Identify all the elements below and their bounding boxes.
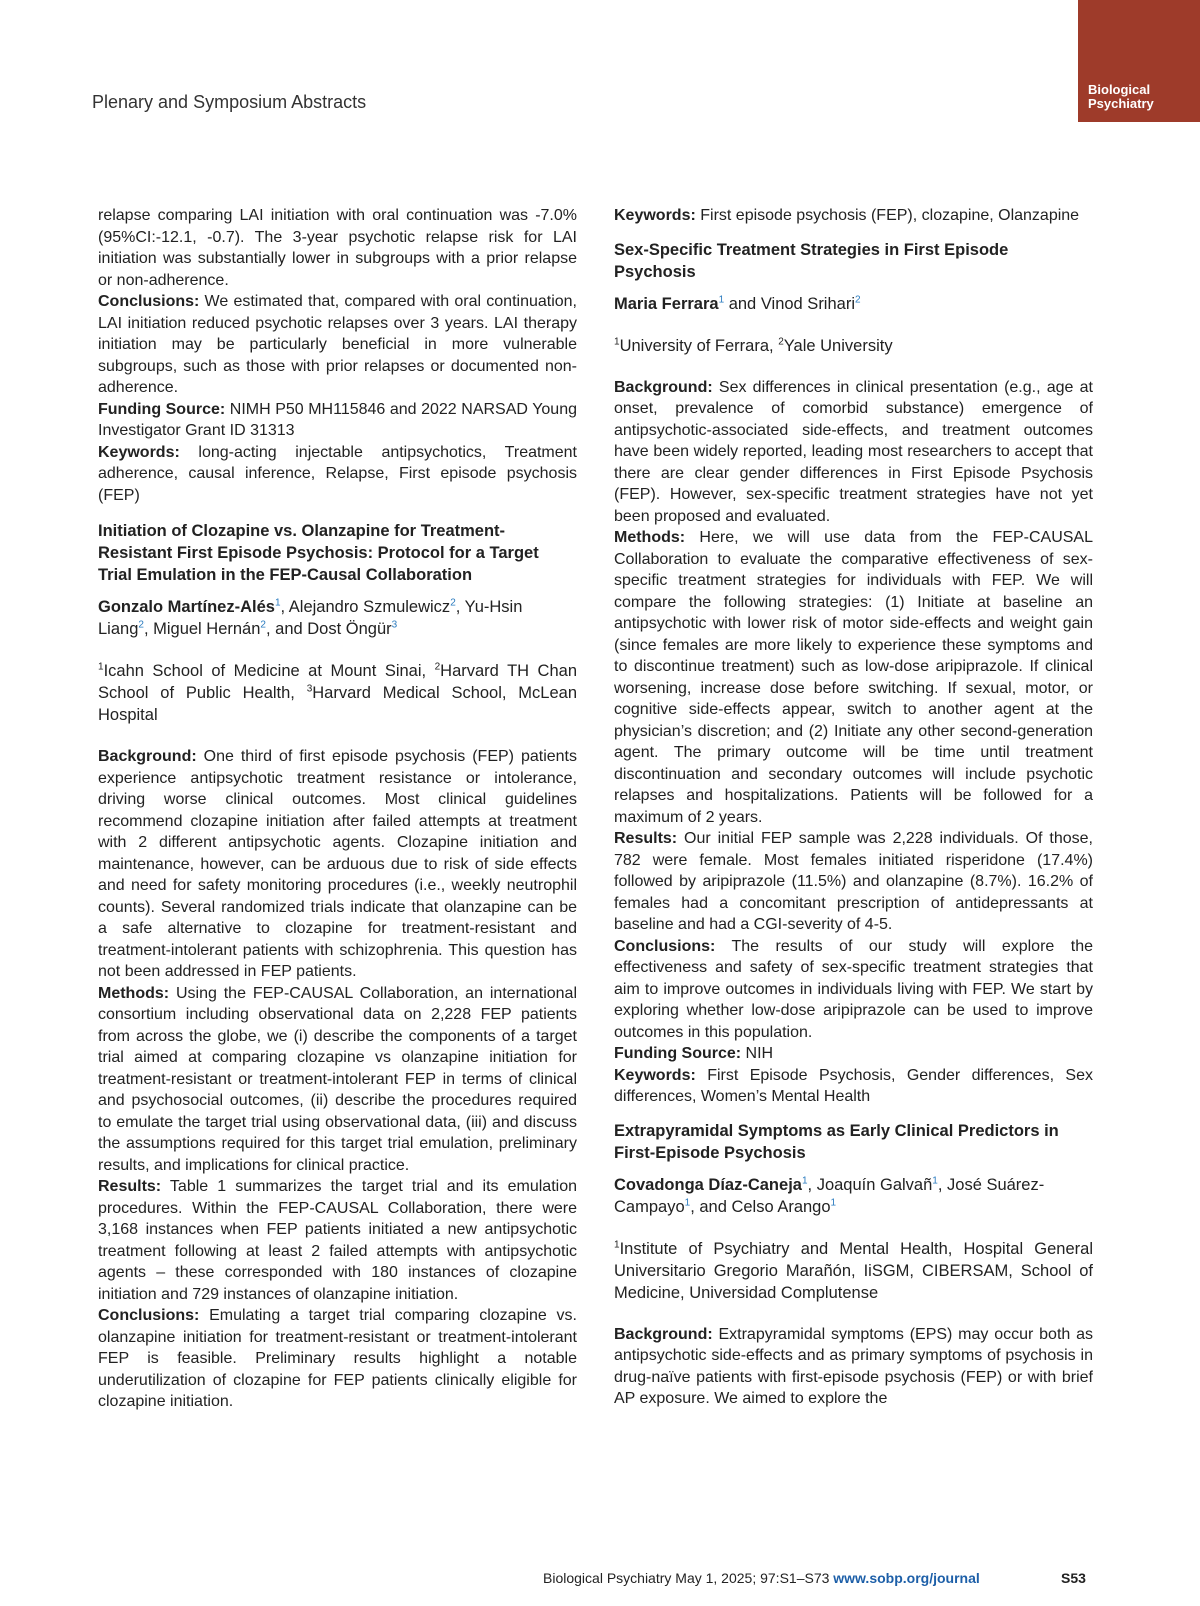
background-text: One third of first episode psychosis (FEP) patients experience antipsychotic treatment resistance or intolerance, driving worse clinical outcomes. Most clinical guidelines recommend clozapine initiation after failed attempts at treatment with 2 different antipsychotic agents. Clozapine initiation and maintenance, however, can be arduous due to risk of side effects and need for safety monitoring procedures (i.e., weekly neutrophil counts). Several randomized trials indicate that olanzapine can be a safe alternative to clozapine for treatment-resistant and treatment-intolerant patients with schizophrenia. This question has not been addressed in FEP patients. (98, 748, 577, 980)
brand-line-1: Biological (1088, 82, 1151, 97)
results-label: Results: (614, 830, 678, 847)
footer-citation (543, 1570, 980, 1586)
article-title-sex-specific: Sex-Specific Treatment Strategies in First Episode Psychosis (614, 240, 1009, 281)
author-list (98, 596, 577, 640)
funding-paragraph (98, 399, 577, 442)
author-name: , Alejandro Szmulewicz (280, 598, 451, 616)
background-paragraph (614, 1324, 1093, 1410)
results-continued: relapse comparing LAI initiation with oral continuation was -7.0% (95%CI:-12.1, -0.7). The 3-year psychotic relapse risk for LAI initiation was substantially lower in subgroups with a prior relapse or non-adherence. (98, 207, 577, 289)
keywords-label: Keywords: (614, 207, 696, 224)
affiliation-marker: 1 (684, 1197, 691, 1208)
affiliation-text: Yale University (783, 336, 893, 355)
citation-text: Biological Psychiatry May 1, 2025; 97:S1–S73 (543, 1570, 834, 1586)
results-paragraph (98, 1176, 577, 1305)
journal-brand-badge (1078, 0, 1200, 122)
author-name: , and Dost Öngür (265, 620, 392, 638)
author-name: Gonzalo Martínez-Alés (98, 598, 275, 616)
background-paragraph (614, 377, 1093, 528)
results-label: Results: (98, 1178, 162, 1195)
affiliation-marker: 2 (450, 597, 456, 609)
methods-text: Using the FEP-CAUSAL Collaboration, an international consortium including observational data on 2,228 FEP patients from across the globe, we (i) describe the components of a target trial aimed at comparing clozapine vs olanzapine initiation for treatment-resistant or treatment-intolerant FEP in terms of clinical and psychosocial outcomes, (ii) describe the procedures required to emulate the target trial using observational data, (iii) and discuss the assumptions required for this target trial emulation, preliminary results, and implications for clinical practice. (98, 984, 577, 1174)
keywords-text: First episode psychosis (FEP), clozapine, Olanzapine (695, 207, 1080, 224)
affiliation-number: 3 (306, 683, 313, 695)
funding-text: NIH (741, 1045, 774, 1062)
affiliation-text: Icahn School of Medicine at Mount Sinai, (103, 662, 435, 680)
funding-label: Funding Source: (98, 400, 226, 418)
affiliation-marker: 2 (260, 619, 266, 631)
background-label: Background: (98, 748, 197, 765)
affiliation-marker: 1 (274, 597, 281, 609)
results-text: Table 1 summarizes the target trial and its emulation procedures. Within the FEP-CAUSAL Collaboration, there were 3,168 instances when FEP patients initiated a new antipsychotic treatment following at least 2 failed attempts with antipsychotic agents – these corresponded with 180 instances of clozapine initiation and 729 instances of olanzapine initiation. (98, 1178, 577, 1303)
methods-label: Methods: (614, 529, 686, 546)
brand-line-2: Psychiatry (1088, 96, 1154, 111)
affiliation-number: 2 (434, 661, 441, 673)
affiliations (614, 335, 1093, 357)
background-label: Background: (614, 378, 713, 396)
author-list (614, 293, 1093, 315)
running-header: Plenary and Symposium Abstracts (92, 92, 367, 112)
conclusions-paragraph (614, 936, 1093, 1044)
affiliation-text: University of Ferrara, (619, 336, 779, 355)
affiliation-marker: 1 (801, 1175, 808, 1186)
affiliation-marker: 3 (391, 619, 398, 631)
affiliation-text: Institute of Psychiatry and Mental Health, Hospital General Universitario Gregorio Marañón, IiSGM, CIBERSAM, School of Medicine, Universidad Complutense (614, 1239, 1093, 1302)
keywords-text: First Episode Psychosis, Gender differences, Sex differences, Women’s Mental Health (614, 1066, 1093, 1105)
affiliation-text: Harvard Medical School, McLean Hospital (98, 684, 577, 724)
keywords-paragraph (98, 442, 577, 507)
funding-paragraph (614, 1043, 1093, 1065)
author-name: , Joaquín Galvañ (807, 1175, 933, 1194)
keywords-text: long-acting injectable antipsychotics, Treatment adherence, causal inference, Relapse, First episode psychosis (FEP) (98, 443, 577, 504)
background-paragraph (98, 746, 577, 983)
conclusions-paragraph (98, 1305, 577, 1413)
author-name: , and Celso Arango (690, 1197, 831, 1216)
background-label: Background: (614, 1325, 713, 1343)
affiliations (614, 1238, 1093, 1304)
keywords-label: Keywords: (98, 443, 180, 461)
affiliation-number: 1 (98, 661, 104, 673)
conclusions-label: Conclusions: (614, 937, 716, 955)
journal-url-link[interactable]: www.sobp.org/journal (833, 1570, 980, 1586)
conclusions-text: We estimated that, compared with oral continuation, LAI initiation reduced psychotic relapses over 3 years. LAI therapy initiation may be particularly beneficial in more vulnerable subgroups, such as those with prior relapses or documented non-adherence. (98, 293, 577, 396)
affiliation-text: Harvard TH Chan School of Public Health, (98, 662, 578, 702)
methods-paragraph (98, 983, 577, 1177)
article-title-clozapine: Initiation of Clozapine vs. Olanzapine for Treatment-Resistant First Episode Psychosis: Protocol for a Target Trial Emulation in the FEP-Causal Collaboration (98, 522, 539, 584)
author-name: , Yu-Hsin Liang (98, 598, 523, 638)
affiliation-number: 1 (614, 336, 620, 347)
results-text: Our initial FEP sample was 2,228 individuals. Of those, 782 were female. Most females initiated risperidone (17.4%) followed by aripiprazole (11.5%) and olanzapine (8.7%). 16.2% of females had a concomitant prescription of antidepressants at baseline and had a CGI-severity of 4-5. (614, 830, 1093, 933)
background-text: Sex differences in clinical presentation (e.g., age at onset, prevalence of comorbid substance) emergence of antipsychotic-associated side-effects, and treatment outcomes have been widely reported, leading most researchers to accept that there are clear gender differences in First Episode Psychosis (FEP). However, sex-specific treatment strategies have not yet been proposed and evaluated. (614, 378, 1093, 525)
article-title-extrapyramidal: Extrapyramidal Symptoms as Early Clinical Predictors in First-Episode Psychosis (614, 1121, 1059, 1162)
author-name: Covadonga Díaz-Caneja (614, 1175, 802, 1194)
conclusions-text: The results of our study will explore the effectiveness and safety of sex-specific treatment strategies that aim to improve outcomes in individuals living with FEP. We start by exploring whether low-dose aripiprazole can be used to improve outcomes in this population. (614, 937, 1093, 1041)
conclusions-label: Conclusions: (98, 1307, 200, 1324)
funding-label: Funding Source: (614, 1045, 742, 1062)
conclusions-paragraph (98, 291, 577, 399)
author-name: , José Suárez-Campayo (614, 1175, 1045, 1216)
conclusions-label: Conclusions: (98, 293, 200, 310)
affiliation-marker: 1 (830, 1197, 837, 1208)
affiliation-marker: 2 (855, 294, 861, 305)
right-column (614, 205, 1093, 1410)
keywords-label: Keywords: (614, 1066, 696, 1084)
affiliation-number: 1 (614, 1239, 620, 1250)
affiliation-marker: 1 (932, 1175, 938, 1186)
author-name: Maria Ferrara (614, 294, 719, 313)
funding-text: NIMH P50 MH115846 and 2022 NARSAD Young Investigator Grant ID 31313 (98, 400, 578, 439)
affiliations (98, 660, 577, 726)
keywords-paragraph (614, 205, 1093, 227)
methods-paragraph (614, 527, 1093, 828)
author-list (614, 1174, 1093, 1218)
page-number: S53 (1061, 1570, 1086, 1586)
affiliation-marker: 2 (138, 619, 144, 631)
methods-label: Methods: (98, 984, 170, 1002)
author-name: , Miguel Hernán (143, 620, 261, 638)
affiliation-marker: 1 (718, 294, 725, 305)
left-column (98, 205, 577, 1413)
conclusions-text: Emulating a target trial comparing clozapine vs. olanzapine initiation for treatment-resistant or treatment-intolerant FEP is feasible. Preliminary results highlight a notable underutilization of clozapine for FEP patients clinically eligible for clozapine initiation. (98, 1307, 577, 1410)
methods-text: Here, we will use data from the FEP-CAUSAL Collaboration to evaluate the comparative effectiveness of sex-specific treatment strategies for individuals with FEP. We will compare the following strategies: (1) Initiate at baseline an antipsychotic with lower risk of motor side-effects and weight gain (since females are more likely to experience these symptoms and to discontinue treatment) such as low-dose aripiprazole. If clinical worsening, increase dose before switching. If sexual, motor, or cognitive side-effects appear, switch to another agent at the physician’s discretion; and (2) Initiate any other second-generation agent. The primary outcome will be time until treatment discontinuation and secondary outcomes will include psychotic relapses and hospitalizations. Patients will be followed for a maximum of 2 years. (614, 529, 1093, 826)
background-text: Extrapyramidal symptoms (EPS) may occur both as antipsychotic side-effects and as primary symptoms of psychosis in drug-naïve patients with first-episode psychosis (FEP) or with brief AP exposure. We aimed to explore the (614, 1325, 1093, 1407)
keywords-paragraph (614, 1065, 1093, 1108)
author-name: and Vinod Srihari (724, 294, 855, 313)
results-paragraph (614, 828, 1093, 936)
affiliation-number: 2 (778, 336, 784, 347)
